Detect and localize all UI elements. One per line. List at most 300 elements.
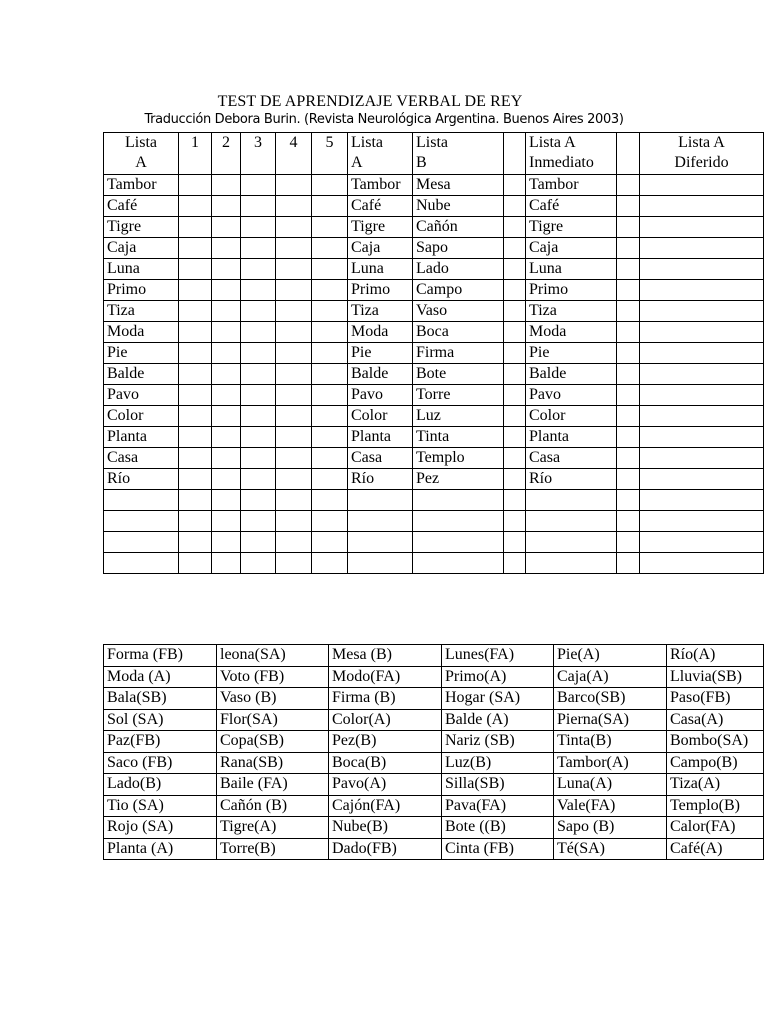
- table-row: [104, 490, 764, 511]
- cell-trial-2: [212, 280, 241, 301]
- cell-blank: [504, 238, 526, 259]
- cell-trial-5: [312, 280, 348, 301]
- cell-lista-b: [413, 553, 504, 574]
- cell-trial-2: [212, 406, 241, 427]
- recognition-word-cell: Vaso (B): [217, 688, 329, 710]
- header-trial-3: 3: [241, 133, 276, 175]
- cell-trial-3: [241, 238, 276, 259]
- header-lista-a: [104, 133, 179, 175]
- cell-lista-a-repeat: Color: [348, 406, 413, 427]
- recognition-word-cell: Tambor(A): [554, 752, 667, 774]
- recognition-word-cell: Copa(SB): [217, 731, 329, 753]
- cell-trial-4: [276, 175, 312, 196]
- cell-lista-b: Firma: [413, 343, 504, 364]
- cell-blank: [504, 385, 526, 406]
- recognition-word-cell: Moda (A): [104, 666, 217, 688]
- table-row: [104, 301, 764, 322]
- cell-trial-1: [179, 406, 212, 427]
- cell-inmediato: Café: [526, 196, 617, 217]
- cell-blank: [617, 511, 640, 532]
- table-row: [104, 752, 764, 774]
- cell-trial-1: [179, 553, 212, 574]
- cell-trial-2: [212, 553, 241, 574]
- table-row: [104, 196, 764, 217]
- recognition-word-cell: Pavo(A): [329, 774, 442, 796]
- cell-trial-1: [179, 259, 212, 280]
- table-row: [104, 817, 764, 839]
- cell-inmediato: Tambor: [526, 175, 617, 196]
- cell-blank: [504, 259, 526, 280]
- cell-lista-b: Bote: [413, 364, 504, 385]
- cell-blank: [504, 406, 526, 427]
- cell-lista-a: [104, 490, 179, 511]
- cell-trial-2: [212, 490, 241, 511]
- cell-lista-a-repeat: Moda: [348, 322, 413, 343]
- cell-blank: [617, 364, 640, 385]
- cell-trial-1: [179, 196, 212, 217]
- cell-trial-2: [212, 532, 241, 553]
- cell-trial-2: [212, 427, 241, 448]
- cell-trial-2: [212, 343, 241, 364]
- cell-trial-4: [276, 301, 312, 322]
- cell-trial-4: [276, 511, 312, 532]
- cell-lista-a-repeat: Tambor: [348, 175, 413, 196]
- cell-trial-5: [312, 322, 348, 343]
- header-lista-a-repeat-line2: A: [351, 154, 363, 171]
- cell-lista-a-repeat: Planta: [348, 427, 413, 448]
- cell-trial-3: [241, 469, 276, 490]
- recognition-word-cell: Bombo(SA): [667, 731, 764, 753]
- document-subtitle: Traducción Debora Burin. (Revista Neurológica Argentina. Buenos Aires 2003): [144, 112, 624, 127]
- header-inmediato: [526, 133, 617, 175]
- cell-trial-3: [241, 301, 276, 322]
- cell-lista-a-repeat: Pie: [348, 343, 413, 364]
- cell-trial-5: [312, 532, 348, 553]
- cell-inmediato: Luna: [526, 259, 617, 280]
- recognition-word-cell: Calor(FA): [667, 817, 764, 839]
- cell-trial-4: [276, 322, 312, 343]
- cell-blank: [617, 238, 640, 259]
- cell-diferido: [640, 343, 764, 364]
- cell-blank: [617, 196, 640, 217]
- cell-diferido: [640, 448, 764, 469]
- recognition-word-cell: Lluvia(SB): [667, 666, 764, 688]
- cell-blank: [617, 448, 640, 469]
- cell-inmediato: Río: [526, 469, 617, 490]
- cell-diferido: [640, 427, 764, 448]
- recognition-word-cell: Planta (A): [104, 838, 217, 860]
- cell-diferido: [640, 385, 764, 406]
- cell-lista-a-repeat: Casa: [348, 448, 413, 469]
- cell-lista-a-repeat: Tigre: [348, 217, 413, 238]
- cell-lista-a-repeat: [348, 511, 413, 532]
- recognition-word-cell: Sol (SA): [104, 709, 217, 731]
- cell-blank: [504, 553, 526, 574]
- recognition-word-cell: Vale(FA): [554, 795, 667, 817]
- header-lista-a-repeat: [348, 133, 413, 175]
- cell-trial-5: [312, 553, 348, 574]
- cell-blank: [504, 532, 526, 553]
- cell-blank: [617, 406, 640, 427]
- recognition-word-cell: Modo(FA): [329, 666, 442, 688]
- cell-trial-4: [276, 217, 312, 238]
- recognition-word-cell: Cañón (B): [217, 795, 329, 817]
- cell-lista-a: Pie: [104, 343, 179, 364]
- cell-lista-a: Balde: [104, 364, 179, 385]
- cell-trial-4: [276, 490, 312, 511]
- cell-lista-b: Luz: [413, 406, 504, 427]
- cell-trial-2: [212, 385, 241, 406]
- recognition-word-cell: Saco (FB): [104, 752, 217, 774]
- recognition-word-cell: Nube(B): [329, 817, 442, 839]
- cell-trial-3: [241, 322, 276, 343]
- table-row: [104, 645, 764, 667]
- cell-trial-4: [276, 280, 312, 301]
- cell-lista-a-repeat: Caja: [348, 238, 413, 259]
- recognition-word-cell: Dado(FB): [329, 838, 442, 860]
- cell-trial-4: [276, 364, 312, 385]
- cell-inmediato: Casa: [526, 448, 617, 469]
- cell-diferido: [640, 175, 764, 196]
- header-diferido-line1: Lista A: [678, 134, 725, 151]
- cell-blank: [504, 175, 526, 196]
- cell-lista-a: Luna: [104, 259, 179, 280]
- table-row: [104, 469, 764, 490]
- cell-trial-2: [212, 196, 241, 217]
- cell-trial-3: [241, 553, 276, 574]
- cell-trial-5: [312, 175, 348, 196]
- cell-trial-4: [276, 532, 312, 553]
- recognition-word-cell: Voto (FB): [217, 666, 329, 688]
- table-row: [104, 688, 764, 710]
- table-row: [104, 238, 764, 259]
- header-lista-b: [413, 133, 504, 175]
- cell-blank: [504, 217, 526, 238]
- cell-lista-a-repeat: Tiza: [348, 301, 413, 322]
- table-row: [104, 666, 764, 688]
- cell-blank: [617, 175, 640, 196]
- table-row: [104, 259, 764, 280]
- cell-inmediato: [526, 553, 617, 574]
- table-row: [104, 175, 764, 196]
- header-diferido-line2: Diferido: [674, 154, 729, 171]
- cell-lista-b: Tinta: [413, 427, 504, 448]
- cell-lista-a: Planta: [104, 427, 179, 448]
- table-row: [104, 385, 764, 406]
- cell-trial-5: [312, 406, 348, 427]
- recognition-word-cell: Luna(A): [554, 774, 667, 796]
- recognition-word-cell: leona(SA): [217, 645, 329, 667]
- cell-trial-1: [179, 322, 212, 343]
- table-row: [104, 322, 764, 343]
- table-row: [104, 427, 764, 448]
- cell-lista-a-repeat: Café: [348, 196, 413, 217]
- cell-diferido: [640, 553, 764, 574]
- cell-blank: [504, 322, 526, 343]
- cell-diferido: [640, 322, 764, 343]
- cell-lista-a-repeat: Pavo: [348, 385, 413, 406]
- recognition-word-cell: Paso(FB): [667, 688, 764, 710]
- cell-trial-1: [179, 343, 212, 364]
- recognition-word-cell: Mesa (B): [329, 645, 442, 667]
- recognition-word-cell: Flor(SA): [217, 709, 329, 731]
- cell-blank: [617, 259, 640, 280]
- cell-trial-5: [312, 511, 348, 532]
- cell-lista-a-repeat: Balde: [348, 364, 413, 385]
- cell-trial-2: [212, 259, 241, 280]
- recognition-word-cell: Primo(A): [442, 666, 554, 688]
- cell-trial-3: [241, 406, 276, 427]
- cell-blank: [617, 553, 640, 574]
- cell-trial-1: [179, 364, 212, 385]
- cell-trial-3: [241, 217, 276, 238]
- cell-trial-5: [312, 427, 348, 448]
- cell-trial-3: [241, 175, 276, 196]
- header-lista-a-repeat-line1: Lista: [351, 134, 383, 151]
- recognition-word-cell: Balde (A): [442, 709, 554, 731]
- table-row: [104, 795, 764, 817]
- cell-blank: [504, 490, 526, 511]
- cell-lista-a: [104, 532, 179, 553]
- cell-blank: [504, 364, 526, 385]
- cell-lista-a: Tambor: [104, 175, 179, 196]
- table-row: [104, 217, 764, 238]
- cell-diferido: [640, 490, 764, 511]
- recognition-word-cell: Cajón(FA): [329, 795, 442, 817]
- cell-blank: [617, 322, 640, 343]
- cell-inmediato: Color: [526, 406, 617, 427]
- cell-trial-5: [312, 238, 348, 259]
- recognition-word-cell: Río(A): [667, 645, 764, 667]
- table-row: [104, 774, 764, 796]
- recognition-word-cell: Forma (FB): [104, 645, 217, 667]
- cell-trial-3: [241, 196, 276, 217]
- cell-lista-b: Nube: [413, 196, 504, 217]
- cell-trial-4: [276, 406, 312, 427]
- cell-blank: [617, 532, 640, 553]
- recognition-word-cell: Paz(FB): [104, 731, 217, 753]
- cell-trial-5: [312, 448, 348, 469]
- cell-trial-2: [212, 217, 241, 238]
- recognition-word-cell: Cinta (FB): [442, 838, 554, 860]
- cell-inmediato: Tiza: [526, 301, 617, 322]
- cell-lista-a: Casa: [104, 448, 179, 469]
- cell-diferido: [640, 259, 764, 280]
- cell-trial-2: [212, 469, 241, 490]
- recognition-word-cell: Bala(SB): [104, 688, 217, 710]
- header-inmediato-line1: Lista A: [529, 134, 576, 151]
- header-lista-b-line1: Lista: [416, 134, 448, 151]
- cell-diferido: [640, 532, 764, 553]
- table-row: [104, 731, 764, 753]
- cell-inmediato: [526, 532, 617, 553]
- cell-inmediato: Pie: [526, 343, 617, 364]
- cell-trial-5: [312, 490, 348, 511]
- cell-trial-5: [312, 385, 348, 406]
- cell-blank: [617, 427, 640, 448]
- cell-lista-b: Sapo: [413, 238, 504, 259]
- cell-lista-b: [413, 511, 504, 532]
- recognition-word-cell: Boca(B): [329, 752, 442, 774]
- cell-trial-1: [179, 301, 212, 322]
- cell-inmediato: Primo: [526, 280, 617, 301]
- cell-trial-3: [241, 259, 276, 280]
- cell-lista-a: [104, 511, 179, 532]
- cell-lista-b: Campo: [413, 280, 504, 301]
- cell-diferido: [640, 280, 764, 301]
- cell-blank: [504, 301, 526, 322]
- cell-trial-4: [276, 448, 312, 469]
- cell-trial-2: [212, 364, 241, 385]
- cell-lista-a: Tiza: [104, 301, 179, 322]
- table-row: [104, 343, 764, 364]
- cell-trial-3: [241, 490, 276, 511]
- cell-trial-3: [241, 385, 276, 406]
- cell-trial-1: [179, 448, 212, 469]
- list-table-header-row: [104, 133, 764, 175]
- cell-diferido: [640, 196, 764, 217]
- cell-inmediato: Caja: [526, 238, 617, 259]
- cell-blank: [504, 427, 526, 448]
- recognition-word-cell: Lado(B): [104, 774, 217, 796]
- recognition-word-cell: Hogar (SA): [442, 688, 554, 710]
- word-list-table: [103, 132, 764, 574]
- cell-inmediato: Planta: [526, 427, 617, 448]
- cell-trial-3: [241, 343, 276, 364]
- cell-trial-1: [179, 175, 212, 196]
- cell-trial-2: [212, 322, 241, 343]
- header-trial-1: 1: [179, 133, 212, 175]
- cell-blank: [617, 301, 640, 322]
- cell-inmediato: Tigre: [526, 217, 617, 238]
- table-row: [104, 532, 764, 553]
- recognition-word-cell: Color(A): [329, 709, 442, 731]
- cell-blank: [617, 385, 640, 406]
- cell-lista-a-repeat: Primo: [348, 280, 413, 301]
- cell-trial-1: [179, 280, 212, 301]
- table-row: [104, 406, 764, 427]
- header-diferido: [640, 133, 764, 175]
- cell-lista-a-repeat: [348, 532, 413, 553]
- cell-trial-1: [179, 511, 212, 532]
- cell-blank: [504, 511, 526, 532]
- recognition-word-cell: Lunes(FA): [442, 645, 554, 667]
- cell-trial-1: [179, 427, 212, 448]
- cell-trial-3: [241, 448, 276, 469]
- cell-trial-4: [276, 238, 312, 259]
- cell-trial-5: [312, 301, 348, 322]
- recognition-word-cell: Caja(A): [554, 666, 667, 688]
- cell-trial-1: [179, 385, 212, 406]
- header-trial-4: 4: [276, 133, 312, 175]
- cell-trial-5: [312, 217, 348, 238]
- header-lista-a-line1: Lista: [125, 134, 157, 151]
- cell-trial-4: [276, 343, 312, 364]
- cell-lista-b: Cañón: [413, 217, 504, 238]
- recognition-word-cell: Tiza(A): [667, 774, 764, 796]
- cell-blank: [617, 469, 640, 490]
- recognition-word-cell: Bote ((B): [442, 817, 554, 839]
- header-trial-5: 5: [312, 133, 348, 175]
- cell-inmediato: Balde: [526, 364, 617, 385]
- cell-lista-a: Color: [104, 406, 179, 427]
- cell-diferido: [640, 406, 764, 427]
- cell-trial-4: [276, 385, 312, 406]
- cell-lista-b: Pez: [413, 469, 504, 490]
- recognition-word-cell: Templo(B): [667, 795, 764, 817]
- recognition-word-cell: Casa(A): [667, 709, 764, 731]
- cell-blank: [504, 196, 526, 217]
- cell-lista-b: Torre: [413, 385, 504, 406]
- recognition-word-cell: Torre(B): [217, 838, 329, 860]
- cell-blank: [504, 343, 526, 364]
- header-blank-cell: [504, 133, 526, 175]
- cell-trial-1: [179, 217, 212, 238]
- recognition-word-cell: Rojo (SA): [104, 817, 217, 839]
- cell-lista-b: Vaso: [413, 301, 504, 322]
- cell-trial-2: [212, 448, 241, 469]
- cell-blank: [504, 448, 526, 469]
- header-lista-a-line2: A: [135, 154, 147, 171]
- cell-trial-5: [312, 469, 348, 490]
- cell-diferido: [640, 469, 764, 490]
- cell-trial-4: [276, 427, 312, 448]
- recognition-word-cell: Barco(SB): [554, 688, 667, 710]
- cell-lista-b: Lado: [413, 259, 504, 280]
- cell-inmediato: Pavo: [526, 385, 617, 406]
- recognition-word-cell: Tigre(A): [217, 817, 329, 839]
- cell-trial-4: [276, 259, 312, 280]
- cell-lista-b: [413, 532, 504, 553]
- cell-blank: [617, 343, 640, 364]
- cell-trial-3: [241, 364, 276, 385]
- recognition-word-cell: Sapo (B): [554, 817, 667, 839]
- cell-lista-a-repeat: Río: [348, 469, 413, 490]
- cell-blank: [504, 280, 526, 301]
- cell-lista-a-repeat: [348, 553, 413, 574]
- cell-lista-b: Mesa: [413, 175, 504, 196]
- cell-lista-a: [104, 553, 179, 574]
- recognition-word-cell: Baile (FA): [217, 774, 329, 796]
- header-trial-2: 2: [212, 133, 241, 175]
- recognition-word-cell: Luz(B): [442, 752, 554, 774]
- cell-lista-b: [413, 490, 504, 511]
- recognition-word-cell: Campo(B): [667, 752, 764, 774]
- cell-trial-5: [312, 196, 348, 217]
- cell-trial-3: [241, 427, 276, 448]
- recognition-word-cell: Pie(A): [554, 645, 667, 667]
- table-row: [104, 838, 764, 860]
- cell-trial-5: [312, 343, 348, 364]
- table-row: [104, 511, 764, 532]
- recognition-table: [103, 644, 764, 860]
- cell-trial-1: [179, 469, 212, 490]
- recognition-word-cell: Pava(FA): [442, 795, 554, 817]
- table-row: [104, 448, 764, 469]
- cell-inmediato: [526, 490, 617, 511]
- cell-lista-b: Templo: [413, 448, 504, 469]
- cell-blank: [617, 280, 640, 301]
- cell-inmediato: Moda: [526, 322, 617, 343]
- recognition-word-cell: Firma (B): [329, 688, 442, 710]
- cell-trial-4: [276, 553, 312, 574]
- cell-diferido: [640, 217, 764, 238]
- table-row: [104, 364, 764, 385]
- cell-diferido: [640, 511, 764, 532]
- cell-trial-2: [212, 301, 241, 322]
- cell-lista-a: Moda: [104, 322, 179, 343]
- header-inmediato-line2: Inmediato: [529, 154, 594, 171]
